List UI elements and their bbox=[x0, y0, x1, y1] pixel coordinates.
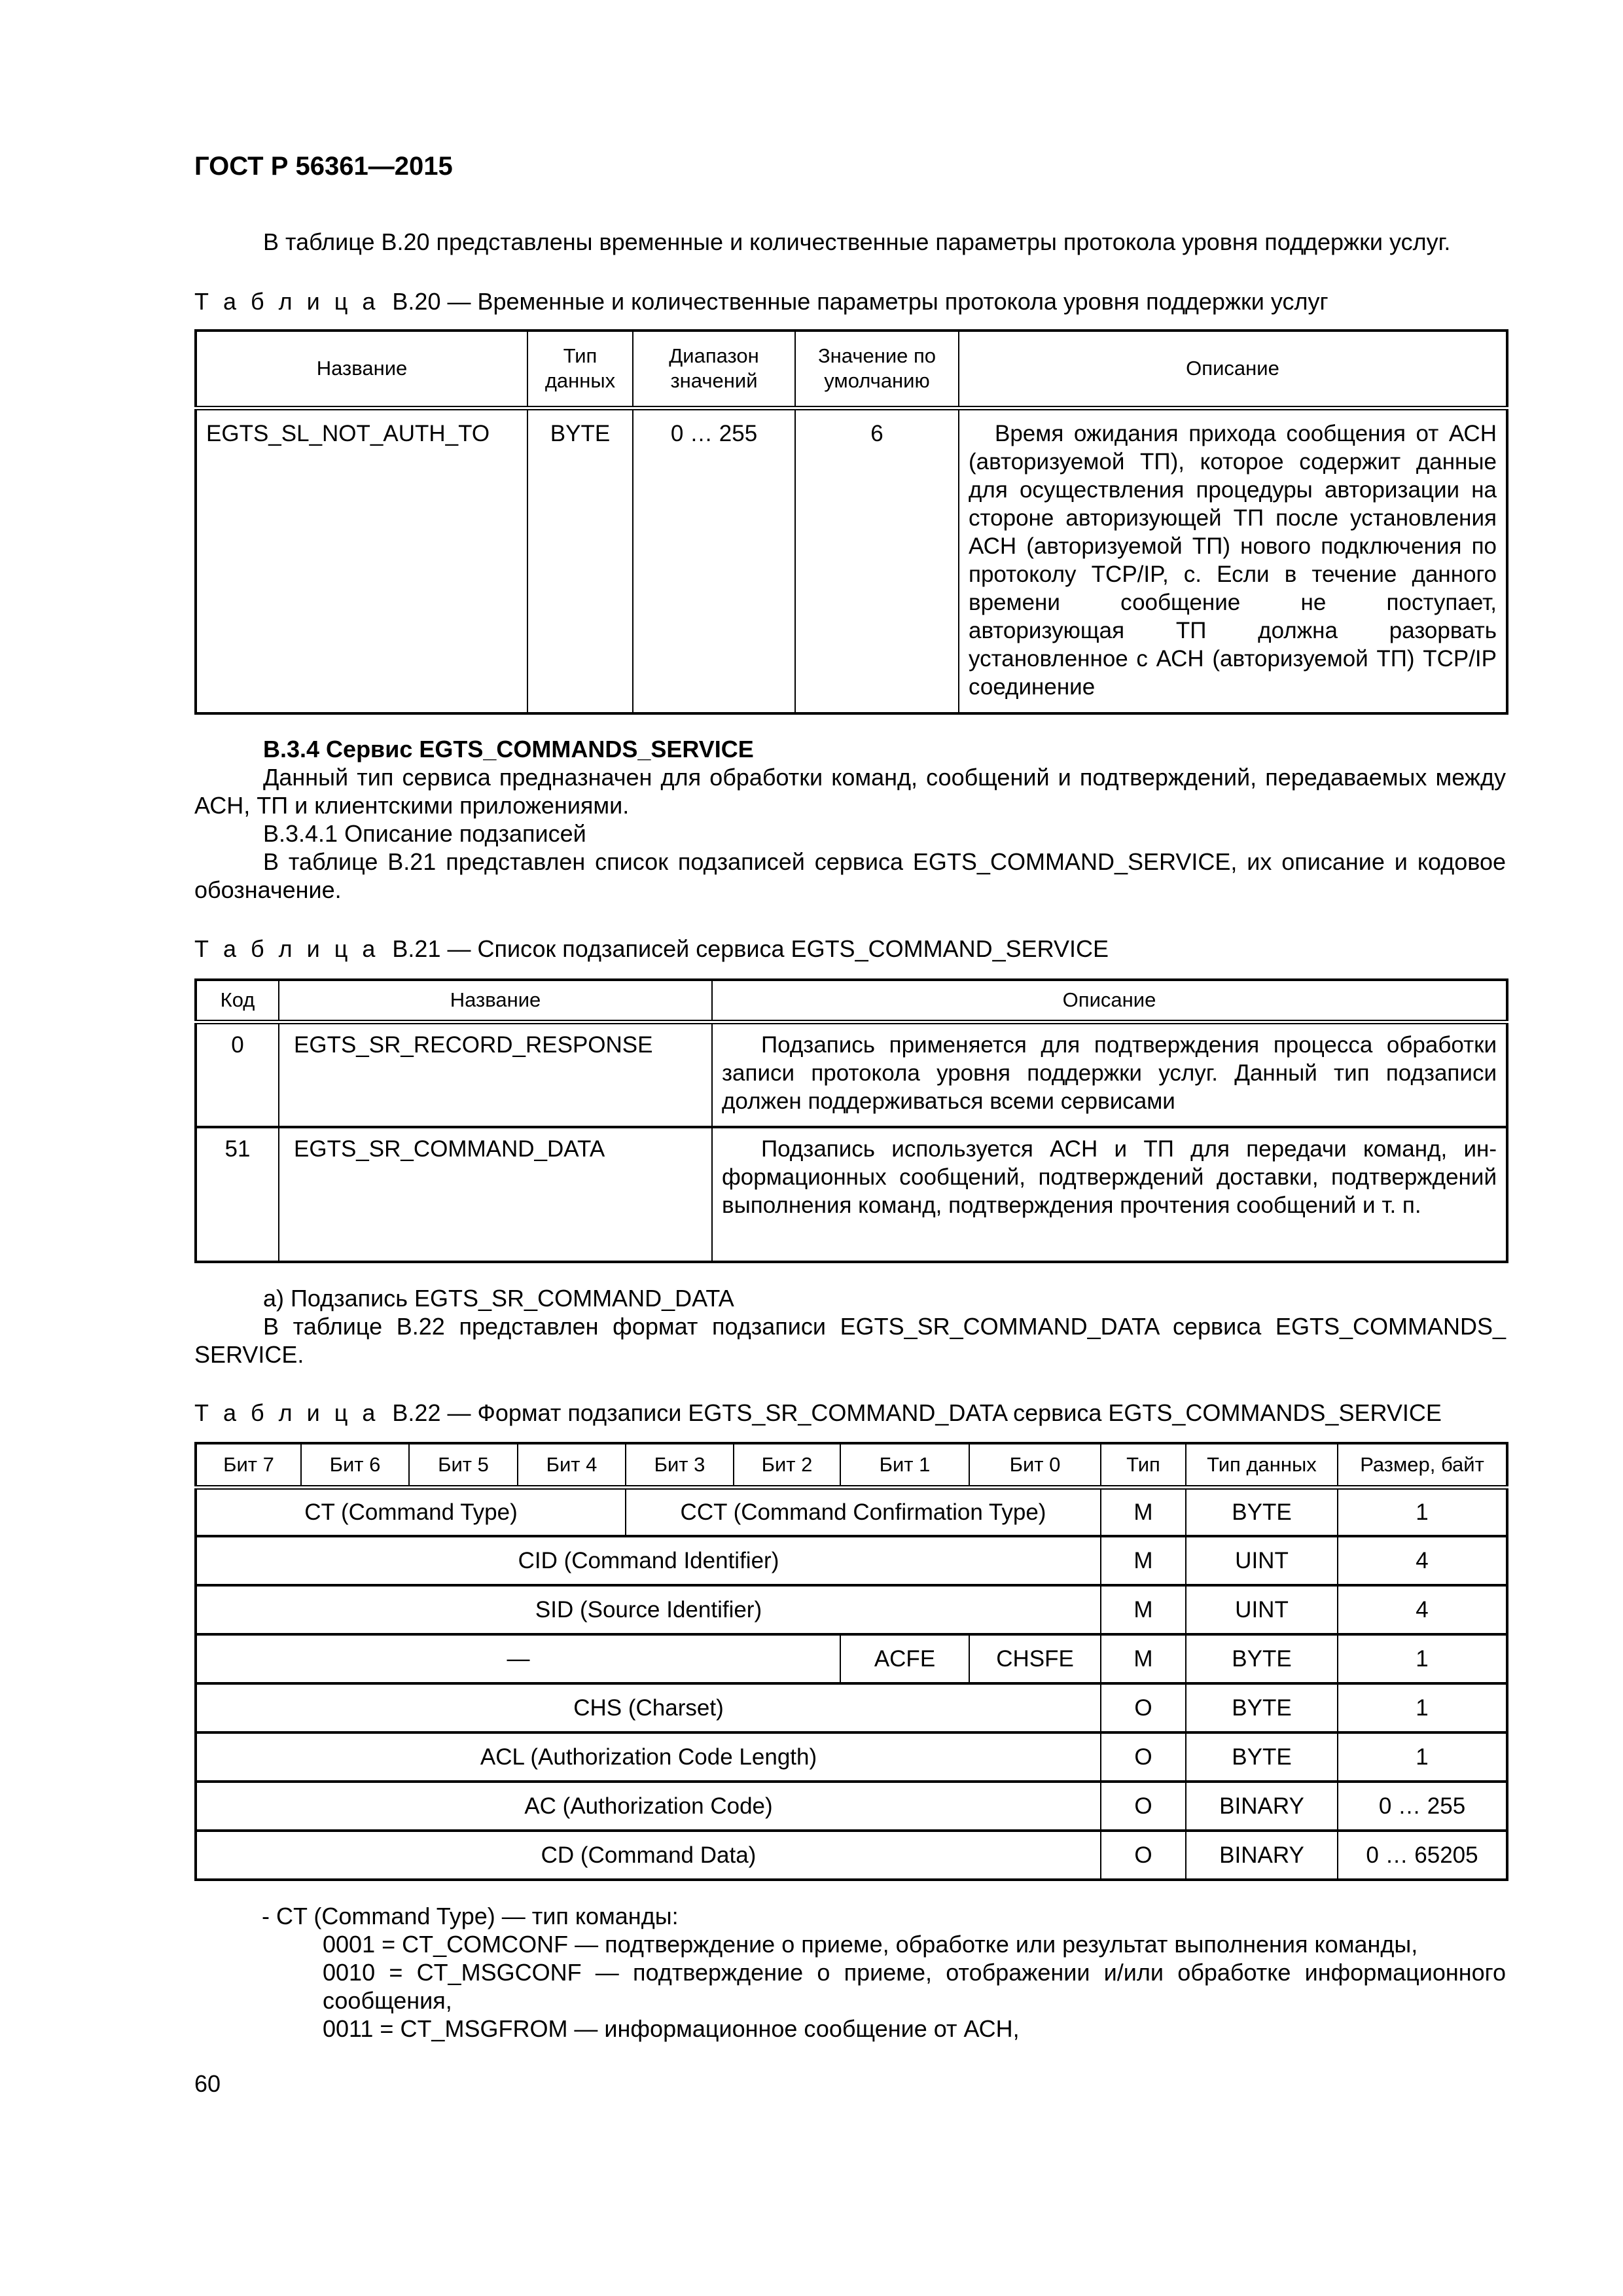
table-b21-caption bbox=[194, 935, 1109, 963]
col-header-code: Код bbox=[196, 980, 279, 1022]
cell-kind: O bbox=[1101, 1732, 1186, 1782]
table-row bbox=[196, 1022, 1507, 1127]
col-header-bit1: Бит 1 bbox=[840, 1443, 969, 1487]
col-header-bit7: Бит 7 bbox=[196, 1443, 301, 1487]
cell-size: 0 … 65205 bbox=[1338, 1831, 1507, 1880]
cell-name: EGTS_SR_RECORD_RESPONSE bbox=[279, 1022, 712, 1127]
table-b21-title: В.21 — Список подзаписей сервиса EGTS_COMMAND_SERVICE bbox=[392, 935, 1109, 962]
cell-description: Подзапись используется АСН и ТП для передачи команд, информационных сообщений, подтверждений доставки, подтверждений выполнения команд, подтверждения прочтения сообщений и т. п. bbox=[712, 1127, 1507, 1262]
cell-field-chsfe: CHSFE bbox=[969, 1634, 1101, 1683]
cell-field-cct: CCT (Command Confirmation Type) bbox=[626, 1487, 1101, 1536]
table-row bbox=[196, 1831, 1507, 1880]
table-header-row bbox=[196, 331, 1507, 408]
col-header-description: Описание bbox=[959, 331, 1507, 408]
cell-field-acfe: ACFE bbox=[840, 1634, 969, 1683]
col-header-data-type: Тип данных bbox=[1186, 1443, 1338, 1487]
cell-description: Подзапись применяется для подтверждения процесса обработки записи протокола уровня поддержки услуг. Данный тип подзаписи должен поддерживаться всеми сервисами bbox=[712, 1022, 1507, 1127]
cell-field-chs: CHS (Charset) bbox=[196, 1683, 1101, 1732]
table-header-row bbox=[196, 1443, 1507, 1487]
intro-paragraph-b20: В таблице В.20 представлены временные и количественные параметры протокола уровня поддержки услуг. bbox=[263, 228, 1451, 255]
table-label: Т а б л и ц а bbox=[194, 935, 380, 962]
subrecord-paragraph: В таблице В.22 представлен формат подзаписи EGTS_SR_COMMAND_DATA сервиса EGTS_COMMANDS_ SERVICE. bbox=[194, 1313, 1506, 1368]
cell-code: 51 bbox=[196, 1127, 279, 1262]
ct-list-intro: - CT (Command Type) — тип команды: bbox=[262, 1903, 679, 1929]
cell-field-cd: CD (Command Data) bbox=[196, 1831, 1101, 1880]
table-row bbox=[196, 408, 1507, 713]
section-heading-b34: В.3.4 Сервис EGTS_COMMANDS_SERVICE bbox=[263, 736, 754, 762]
cell-code: 0 bbox=[196, 1022, 279, 1127]
cell-field-ac: AC (Authorization Code) bbox=[196, 1782, 1101, 1831]
col-header-description: Описание bbox=[712, 980, 1507, 1022]
table-b22 bbox=[194, 1442, 1508, 1881]
page-number: 60 bbox=[194, 2070, 221, 2097]
table-b20 bbox=[194, 329, 1508, 715]
cell-field-cid: CID (Command Identifier) bbox=[196, 1536, 1101, 1585]
cell-size: 1 bbox=[1338, 1683, 1507, 1732]
cell-description: Время ожидания прихода сообщения от АСН (авторизуемой ТП), которое содержит данные для осуществления процедуры авторизации на стороне авторизующей ТП после установления АСН (авторизуемой ТП) нового подключения по протоколу TCP/IP, с. Если в течение данного времени сообщение не поступает, авторизующая ТП должна разорвать установленное с АСН (авторизуемой ТП) TCP/IP соединение bbox=[959, 408, 1507, 713]
cell-type: BYTE bbox=[527, 408, 633, 713]
table-row bbox=[196, 1487, 1507, 1536]
cell-kind: M bbox=[1101, 1536, 1186, 1585]
subsection-b341-paragraph: В таблице В.21 представлен список подзаписей сервиса EGTS_COMMAND_SERVICE, их описание и кодовое обозначение. bbox=[194, 848, 1506, 903]
table-row bbox=[196, 1782, 1507, 1831]
col-header-bit2: Бит 2 bbox=[734, 1443, 840, 1487]
cell-kind: M bbox=[1101, 1634, 1186, 1683]
cell-kind: M bbox=[1101, 1585, 1186, 1634]
cell-range: 0 … 255 bbox=[633, 408, 795, 713]
col-header-default: Значение по умолчанию bbox=[795, 331, 959, 408]
cell-field-acl: ACL (Authorization Code Length) bbox=[196, 1732, 1101, 1782]
col-header-name: Название bbox=[279, 980, 712, 1022]
col-header-bit6: Бит 6 bbox=[301, 1443, 409, 1487]
table-row bbox=[196, 1536, 1507, 1585]
cell-size: 1 bbox=[1338, 1487, 1507, 1536]
cell-kind: O bbox=[1101, 1782, 1186, 1831]
cell-data-type: BYTE bbox=[1186, 1732, 1338, 1782]
col-header-range: Диапазон значений bbox=[633, 331, 795, 408]
cell-data-type: UINT bbox=[1186, 1536, 1338, 1585]
ct-list-item: 0010 = CT_MSGCONF — подтверждение о приеме, отображении и/или обработке информационного сообщения, bbox=[323, 1959, 1506, 2014]
table-label: Т а б л и ц а bbox=[194, 1399, 380, 1426]
cell-kind: O bbox=[1101, 1831, 1186, 1880]
table-row bbox=[196, 1634, 1507, 1683]
subsection-heading-b341: В.3.4.1 Описание подзаписей bbox=[263, 820, 586, 847]
col-header-type: Тип данных bbox=[527, 331, 633, 408]
col-header-name: Название bbox=[196, 331, 527, 408]
ct-list-item: 0011 = CT_MSGFROM — информационное сообщение от АСН, bbox=[323, 2015, 1020, 2042]
cell-data-type: BYTE bbox=[1186, 1487, 1338, 1536]
col-header-bit5: Бит 5 bbox=[409, 1443, 518, 1487]
cell-field-ct: CT (Command Type) bbox=[196, 1487, 626, 1536]
cell-data-type: BINARY bbox=[1186, 1782, 1338, 1831]
table-header-row bbox=[196, 980, 1507, 1022]
cell-kind: O bbox=[1101, 1683, 1186, 1732]
table-b22-title: В.22 — Формат подзаписи EGTS_SR_COMMAND_DATA сервиса EGTS_COMMANDS_SERVICE bbox=[392, 1399, 1442, 1426]
col-header-bit3: Бит 3 bbox=[626, 1443, 734, 1487]
cell-field-sid: SID (Source Identifier) bbox=[196, 1585, 1101, 1634]
table-b20-title: В.20 — Временные и количественные параметры протокола уровня поддержки услуг bbox=[392, 288, 1329, 315]
ct-list-item: 0001 = CT_COMCONF — подтверждение о приеме, обработке или результат выполнения команды, bbox=[323, 1931, 1418, 1958]
table-row bbox=[196, 1127, 1507, 1262]
section-b34-paragraph: Данный тип сервиса предназначен для обработки команд, сообщений и подтверждений, передаваемых между АСН, ТП и клиентскими приложениями. bbox=[194, 764, 1506, 819]
cell-size: 4 bbox=[1338, 1585, 1507, 1634]
cell-data-type: BYTE bbox=[1186, 1683, 1338, 1732]
cell-kind: M bbox=[1101, 1487, 1186, 1536]
col-header-bit4: Бит 4 bbox=[518, 1443, 626, 1487]
table-row bbox=[196, 1683, 1507, 1732]
cell-size: 0 … 255 bbox=[1338, 1782, 1507, 1831]
cell-name: EGTS_SR_COMMAND_DATA bbox=[279, 1127, 712, 1262]
cell-size: 4 bbox=[1338, 1536, 1507, 1585]
cell-data-type: UINT bbox=[1186, 1585, 1338, 1634]
col-header-size: Размер, байт bbox=[1338, 1443, 1507, 1487]
cell-size: 1 bbox=[1338, 1634, 1507, 1683]
table-b22-caption bbox=[194, 1399, 1442, 1427]
cell-default: 6 bbox=[795, 408, 959, 713]
document-code: ГОСТ Р 56361—2015 bbox=[194, 152, 453, 181]
table-b20-caption bbox=[194, 287, 1329, 315]
cell-size: 1 bbox=[1338, 1732, 1507, 1782]
cell-field-reserved: — bbox=[196, 1634, 840, 1683]
subrecord-heading: а) Подзапись EGTS_SR_COMMAND_DATA bbox=[263, 1285, 734, 1312]
table-label: Т а б л и ц а bbox=[194, 288, 380, 315]
col-header-kind: Тип bbox=[1101, 1443, 1186, 1487]
cell-data-type: BYTE bbox=[1186, 1634, 1338, 1683]
table-row bbox=[196, 1585, 1507, 1634]
table-row bbox=[196, 1732, 1507, 1782]
cell-data-type: BINARY bbox=[1186, 1831, 1338, 1880]
col-header-bit0: Бит 0 bbox=[969, 1443, 1101, 1487]
cell-name: EGTS_SL_NOT_AUTH_TO bbox=[196, 408, 527, 713]
table-b21 bbox=[194, 978, 1508, 1263]
